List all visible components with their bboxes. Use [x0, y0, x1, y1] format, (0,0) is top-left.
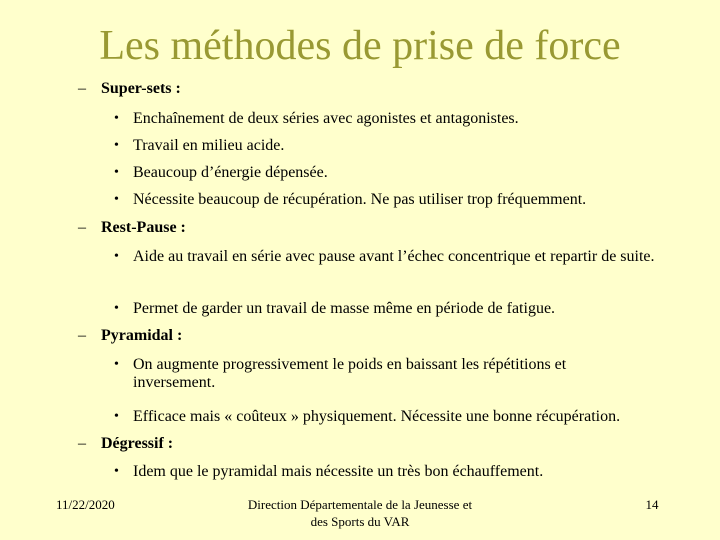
- bullet-marker: •: [114, 464, 119, 479]
- list-item-text: Efficace mais « coûteux » physiquement. Nécessite une bonne récupération.: [133, 408, 621, 425]
- list-item-text: Idem que le pyramidal mais nécessite un très bon échauffement.: [133, 463, 544, 480]
- bullet-marker: •: [114, 301, 119, 316]
- page-number: 14: [645, 497, 659, 512]
- dash-marker: –: [78, 435, 86, 452]
- section-heading: Rest-Pause :: [101, 219, 186, 236]
- section-heading: Super-sets :: [101, 80, 181, 97]
- footer-organization: Direction Départementale de la Jeunesse et des Sports du VAR: [247, 497, 473, 529]
- section-heading: Pyramidal :: [101, 327, 183, 344]
- bullet-marker: •: [114, 249, 119, 264]
- dash-marker: –: [78, 219, 86, 236]
- list-item-text: Travail en milieu acide.: [133, 137, 285, 154]
- bullet-marker: •: [114, 192, 119, 207]
- bullet-marker: •: [114, 138, 119, 153]
- section-heading: Dégressif :: [101, 435, 174, 452]
- bullet-marker: •: [114, 409, 119, 424]
- list-item-text: Nécessite beaucoup de récupération. Ne pas utiliser trop fréquemment.: [133, 191, 587, 208]
- bullet-marker: •: [114, 357, 119, 372]
- list-item-text: Beaucoup d’énergie dépensée.: [133, 164, 328, 181]
- dash-marker: –: [78, 327, 86, 344]
- list-item-text: On augmente progressivement le poids en baissant les répétitions et inversement.: [133, 356, 567, 391]
- list-item-text: Aide au travail en série avec pause avant l’échec concentrique et repartir de suite.: [133, 248, 655, 265]
- footer-date: 11/22/2020: [56, 497, 115, 512]
- list-item-text: Permet de garder un travail de masse même en période de fatigue.: [133, 300, 556, 317]
- bullet-marker: •: [114, 111, 119, 126]
- slide-title: Les méthodes de prise de force: [99, 23, 621, 69]
- dash-marker: –: [78, 80, 86, 97]
- bullet-marker: •: [114, 165, 119, 180]
- list-item-text: Enchaînement de deux séries avec agonistes et antagonistes.: [133, 110, 519, 127]
